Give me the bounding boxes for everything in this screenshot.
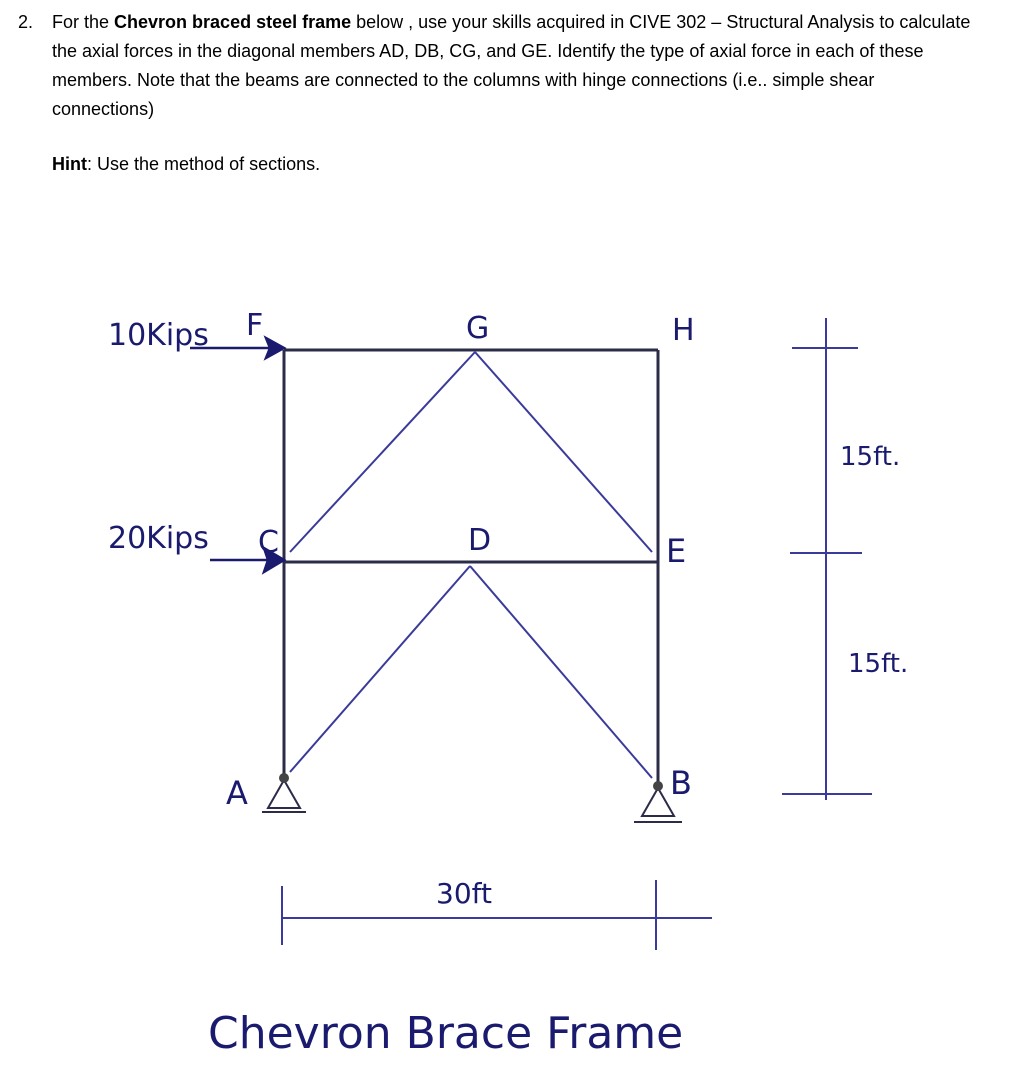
hint-text: : Use the method of sections. bbox=[87, 154, 321, 174]
diagonal-braces bbox=[290, 352, 652, 778]
brace-ge bbox=[475, 352, 652, 552]
load-label-top: 10Kips bbox=[108, 318, 209, 353]
question-bold-term: Chevron braced steel frame bbox=[114, 12, 352, 32]
node-label-h: H bbox=[672, 313, 695, 348]
node-label-e: E bbox=[666, 532, 687, 570]
question-text-post: below , use your skills acquired in CIVE 302 – Structural Analysis to calculate the axial forces in the diagonal members AD, DB, CG, and GE. Identify the type of axial force in each of these members. Note that the beams are connected to the columns with hinge connections (i.e.. simple shear connections) bbox=[52, 12, 971, 119]
supports bbox=[262, 780, 682, 822]
support-a bbox=[268, 780, 300, 808]
load-arrowhead-top bbox=[266, 338, 284, 358]
node-label-b: B bbox=[670, 764, 692, 802]
dimension-horizontal bbox=[282, 880, 712, 950]
hint-label: Hint bbox=[52, 154, 87, 174]
node-label-f: F bbox=[246, 308, 264, 343]
joint-dots bbox=[279, 773, 663, 791]
joint-a bbox=[279, 773, 289, 783]
node-label-d: D bbox=[468, 523, 492, 558]
question-text-pre: For the bbox=[52, 12, 115, 32]
load-label-mid: 20Kips bbox=[108, 521, 209, 556]
dim-label-upper: 15ft. bbox=[840, 442, 901, 472]
node-label-g: G bbox=[466, 311, 490, 346]
node-label-c: C bbox=[258, 525, 279, 560]
dim-label-width: 30ft bbox=[436, 877, 492, 910]
brace-db bbox=[470, 566, 652, 778]
joint-b bbox=[653, 781, 663, 791]
dim-label-lower: 15ft. bbox=[848, 649, 909, 679]
question-number: 2. bbox=[18, 12, 34, 32]
dimension-vertical bbox=[782, 318, 872, 800]
node-label-a: A bbox=[226, 774, 248, 812]
brace-cg bbox=[290, 352, 475, 552]
diagram-caption: Chevron Brace Frame bbox=[208, 1008, 684, 1059]
brace-ad bbox=[290, 566, 470, 772]
